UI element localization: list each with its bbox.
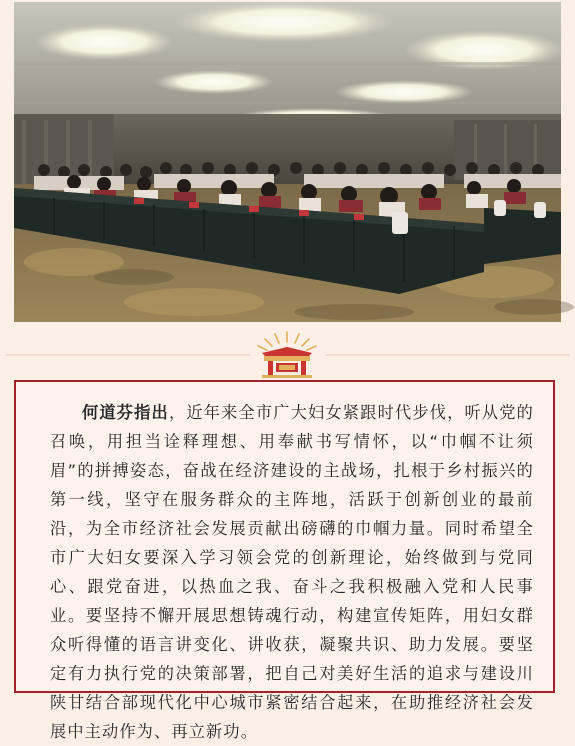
gate-ornament-icon — [258, 332, 316, 378]
article-text-frame — [14, 380, 555, 741]
conference-meeting-photo — [14, 2, 561, 322]
paragraph-text: ，近年来全市广大妇女紧跟时代步伐，听从党的召唤，用担当诠释理想、用奉献书写情怀，以“巾帼不让须眉”的拼搏姿态，奋战在经济建设的主战场，扎根于乡村振兴的第一线，坚守在服务群众的主阵地，活跃于创新创业的最前沿，为全市经济社会发展贡献出磅礴的巾帼力量。同时希望全市广大妇女要深入学习领会党的创新理论，始终做到与党同心、跟党奋进，以热血之我、奋斗之我积极融入党和人民事业。要坚持不懈开展思想铸魂行动，构建宣传矩阵，用妇女群众听得懂的语言讲变化、讲收获，凝聚共识、助力发展。要坚定有力执行党的决策部署，把自己对美好生活的追求与建设川陕甘结合部现代化中心城市紧密结合起来，在助推经济社会发展中主动作为、再立新功。 — [50, 403, 534, 741]
speaker-lead: 何道芬指出 — [82, 403, 169, 422]
article-paragraph — [50, 398, 534, 746]
section-divider — [0, 320, 575, 380]
